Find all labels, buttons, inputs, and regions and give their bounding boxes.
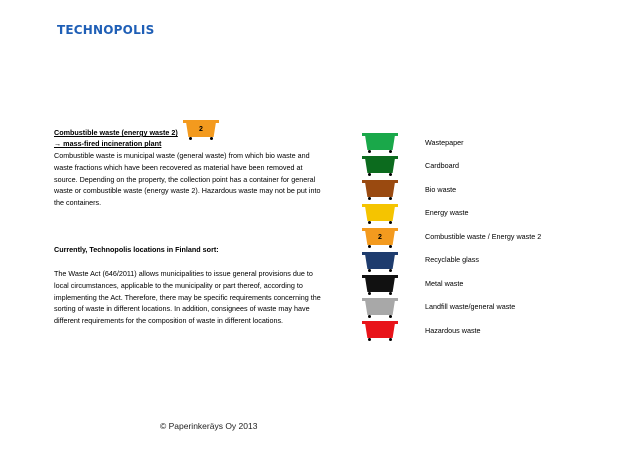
legend-bin-icon [362,204,398,224]
legend-label: Bio waste [425,185,457,194]
legend-bin-icon [362,180,398,200]
text-line: waste fractions which have been recovered as material have been removed at [54,162,303,172]
legend-bin-icon [362,228,398,248]
text-line: sorting of waste in different locations. In addition, consignees of waste may have [54,304,310,314]
section1-title: Combustible waste (energy waste 2) [54,128,178,137]
section2-paragraph [54,268,321,327]
footer-copyright: © Paperinkeräys Oy 2013 [160,421,258,431]
text-line: Combustible waste is municipal waste (general waste) from which bio waste and [54,151,310,160]
legend-label: Hazardous waste [425,326,481,335]
section1-heading [54,127,178,149]
text-line: waste or combustible waste (energy waste 2). Hazardous waste may not be put into [54,186,321,196]
legend-bin-icon [362,156,398,176]
technopolis-logo: TECHNOPOLIS [57,23,155,37]
bin-number: 2 [199,126,203,133]
orange-bin-icon [183,120,219,140]
legend-label: Energy waste [425,208,469,217]
legend-bin-number: 2 [378,234,382,241]
legend-bin-icon [362,275,398,295]
section1-subtitle: → mass-fired incineration plant [54,139,162,148]
legend-label: Recyclable glass [425,255,479,264]
text-line: The Waste Act (646/2011) allows municipalities to issue general provisions due to [54,269,313,278]
legend-label: Cardboard [425,161,459,170]
legend-label: Combustible waste / Energy waste 2 [425,232,542,241]
legend-label: Wastepaper [425,138,464,147]
text-line: implementing the Act. Therefore, there may be specific requirements concerning the [54,292,321,302]
text-line: source. Depending on the property, the collection point has a container for general [54,174,316,184]
legend-bin-icon [362,133,398,153]
legend-bin-icon [362,321,398,341]
legend-label: Metal waste [425,279,464,288]
legend-bin-icon [362,252,398,272]
legend-bin-icon [362,298,398,318]
legend-label: Landfill waste/general waste [425,302,516,311]
section2-title: Currently, Technopolis locations in Finland sort: [54,245,219,254]
text-line: different requirements for the composition of waste in different locations. [54,316,284,326]
text-line: the containers. [54,198,102,208]
section1-paragraph [54,150,321,209]
text-line: local circumstances, applicable to the municipality or part thereof, according to [54,280,303,290]
